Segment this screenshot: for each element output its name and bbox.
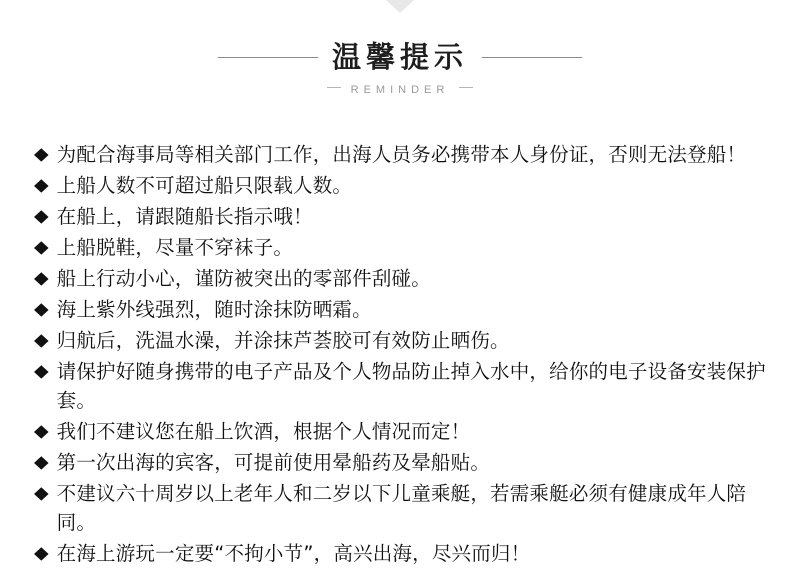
diamond-bullet-icon: ◆	[34, 543, 49, 564]
title-rule-right	[482, 57, 582, 58]
list-item	[34, 233, 778, 262]
list-item	[34, 140, 778, 169]
list-item	[34, 417, 778, 446]
page-subtitle: REMINDER	[350, 84, 450, 96]
list-item	[34, 539, 778, 568]
title-row	[0, 40, 800, 74]
diamond-bullet-icon: ◆	[34, 206, 49, 227]
list-item	[34, 202, 778, 231]
diamond-bullet-icon: ◆	[34, 452, 49, 473]
diamond-bullet-icon: ◆	[34, 237, 49, 258]
list-item	[34, 326, 778, 355]
page-title: 温馨提示	[331, 40, 468, 74]
diamond-bullet-icon: ◆	[34, 483, 49, 504]
list-item	[34, 171, 778, 200]
list-item	[34, 295, 778, 324]
list-item-text: 上船脱鞋，尽量不穿袜子。	[56, 236, 294, 259]
list-item-text: 在船上，请跟随船长指示哦！	[56, 205, 313, 228]
list-item-text: 不建议六十周岁以上老年人和二岁以下儿童乘艇，若需乘艇必须有健康成年人陪同。	[56, 482, 747, 534]
diamond-bullet-icon: ◆	[34, 175, 49, 196]
list-item-text: 上船人数不可超过船只限载人数。	[56, 174, 353, 197]
list-item-text: 请保护好随身携带的电子产品及个人物品防止掉入水中，给你的电子设备安装保护套。	[56, 360, 766, 412]
top-notch-decoration	[386, 0, 414, 13]
diamond-bullet-icon: ◆	[34, 421, 49, 442]
list-item	[34, 479, 778, 537]
subtitle-row	[0, 78, 800, 96]
reminder-header	[0, 40, 800, 96]
list-item	[34, 264, 778, 293]
diamond-bullet-icon: ◆	[34, 144, 49, 165]
diamond-bullet-icon: ◆	[34, 268, 49, 289]
notice-list	[34, 140, 778, 570]
list-item-text: 船上行动小心，谨防被突出的零部件刮碰。	[56, 267, 431, 290]
title-rule-left	[218, 57, 318, 58]
list-item	[34, 357, 778, 415]
list-item-text: 在海上游玩一定要“不拘小节”，高兴出海，尽兴而归！	[56, 542, 531, 565]
diamond-bullet-icon: ◆	[34, 361, 49, 382]
subtitle-dash-right	[459, 87, 473, 88]
subtitle-dash-left	[327, 87, 341, 88]
list-item	[34, 448, 778, 477]
list-item-text: 为配合海事局等相关部门工作，出海人员务必携带本人身份证，否则无法登船！	[56, 143, 747, 166]
list-item-text: 归航后，洗温水澡，并涂抹芦荟胶可有效防止晒伤。	[56, 329, 510, 352]
diamond-bullet-icon: ◆	[34, 330, 49, 351]
list-item-text: 我们不建议您在船上饮酒，根据个人情况而定！	[56, 420, 471, 443]
diamond-bullet-icon: ◆	[34, 299, 49, 320]
list-item-text: 海上紫外线强烈，随时涂抹防晒霜。	[56, 298, 372, 321]
list-item-text: 第一次出海的宾客，可提前使用晕船药及晕船贴。	[56, 451, 491, 474]
